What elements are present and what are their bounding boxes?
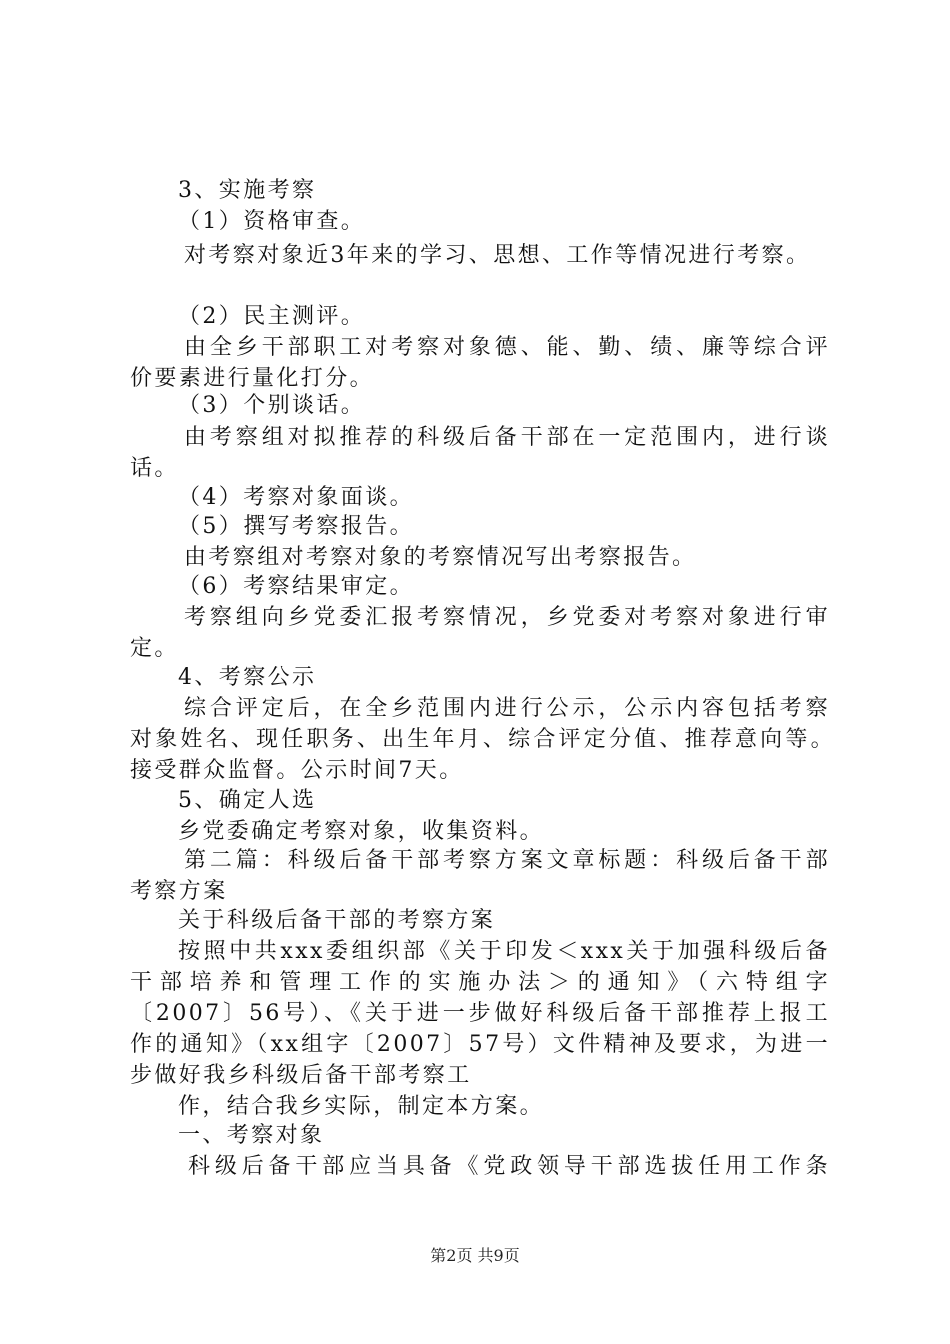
subheading: （2）民主测评。 — [178, 304, 366, 329]
paragraph-line: 作，结合我乡实际，制定本方案。 — [178, 1094, 545, 1119]
subheading: （6）考察结果审定。 — [178, 574, 414, 599]
paragraph-line: 科级后备干部应当具备《党政领导干部选拔任用工作条 — [188, 1154, 830, 1179]
section-heading: 4、考察公示 — [178, 665, 317, 690]
paragraph-line: 价要素进行量化打分。 — [130, 366, 375, 391]
paragraph-line: 由全乡干部职工对考察对象德、能、勤、绩、廉等综合评 — [184, 335, 830, 360]
paragraph-line: 乡党委确定考察对象，收集资料。 — [178, 819, 545, 844]
section-heading: 5、确定人选 — [178, 788, 317, 813]
paragraph-line: 由考察组对考察对象的考察情况写出考察报告。 — [184, 545, 697, 570]
subheading: （5）撰写考察报告。 — [178, 514, 414, 539]
paragraph-line: 按照中共xxx委组织部《关于印发＜xxx关于加强科级后备 — [178, 939, 830, 964]
section-heading: 一、考察对象 — [178, 1123, 325, 1148]
paragraph-line: 接受群众监督。公示时间7天。 — [130, 758, 464, 783]
paragraph-line: 对象姓名、现任职务、出生年月、综合评定分值、推荐意向等。 — [130, 727, 835, 752]
subheading: （4）考察对象面谈。 — [178, 485, 414, 510]
paragraph-line: 〔2007〕56号）、《关于进一步做好科级后备干部推荐上报工 — [130, 1001, 830, 1026]
paragraph-line: 综合评定后，在全乡范围内进行公示，公示内容包括考察 — [184, 696, 830, 721]
section-heading: 3、实施考察 — [178, 178, 317, 203]
subheading: （1）资格审查。 — [178, 209, 366, 234]
paragraph-line: 定。 — [130, 636, 179, 661]
paragraph-line: 对考察对象近3年来的学习、思想、工作等情况进行考察。 — [184, 243, 811, 268]
paragraph-line: 由考察组对拟推荐的科级后备干部在一定范围内，进行谈 — [184, 425, 830, 450]
paragraph-line: 话。 — [130, 456, 179, 481]
page-footer: 第2页 共9页 — [430, 1246, 520, 1265]
paragraph-line: 考察组向乡党委汇报考察情况，乡党委对考察对象进行审 — [184, 605, 830, 630]
chapter-title-line: 考察方案 — [130, 879, 228, 904]
chapter-title-line: 第二篇：科级后备干部考察方案文章标题：科级后备干部 — [184, 848, 830, 873]
subheading: （3）个别谈话。 — [178, 393, 366, 418]
paragraph-line: 干部培养和管理工作的实施办法＞的通知》（六特组字 — [130, 970, 830, 995]
paragraph-line: 步做好我乡科级后备干部考察工 — [130, 1063, 472, 1088]
document-title: 关于科级后备干部的考察方案 — [178, 908, 496, 933]
paragraph-line: 作的通知》（xx组字〔2007〕57号）文件精神及要求，为进一 — [130, 1032, 830, 1057]
